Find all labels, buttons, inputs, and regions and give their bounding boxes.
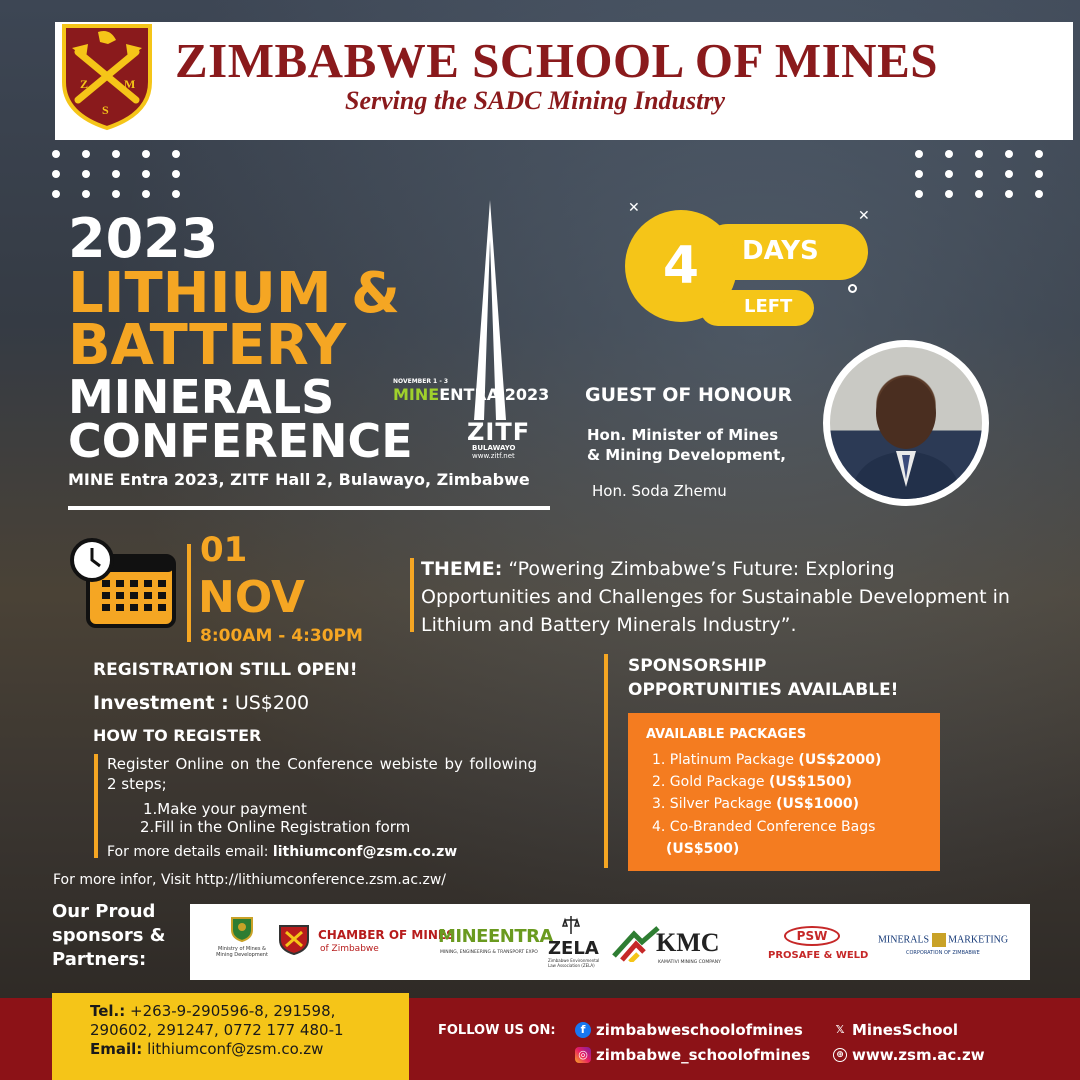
package-price: (US$1500) (768, 774, 852, 790)
facebook-handle: zimbabweschoolofmines (596, 1021, 803, 1039)
event-day: 01 (200, 530, 248, 570)
registration-divider (94, 754, 98, 858)
theme-label: THEME: (421, 558, 503, 580)
mmcz-logo (878, 933, 1008, 947)
guest-name: Hon. Soda Zhemu (592, 482, 727, 500)
sponsorship-title-line1: SPONSORSHIP (628, 656, 767, 676)
sparkle-icon: ✕ (858, 208, 870, 224)
contact-details (90, 1002, 400, 1059)
investment (93, 692, 309, 714)
globe-icon: ⊕ (833, 1048, 847, 1062)
registration-step1: 1.Make your payment (143, 800, 307, 818)
school-tagline: Serving the SADC Mining Industry (345, 86, 726, 115)
tel-label: Tel.: (90, 1002, 126, 1020)
facebook-link[interactable] (575, 1021, 803, 1039)
theme-text: “Powering Zimbabwe’s Future: Exploring Opportunities and Challenges for Sustainable Development in Lithium and Battery Minerals Industry”. (421, 558, 1010, 636)
kmc-logo: KMC (656, 928, 720, 957)
crest-letter-m: M (124, 77, 136, 91)
ministry-name: Ministry of Mines & Mining Development (216, 946, 268, 958)
guest-role-line1: Hon. Minister of Mines (587, 426, 779, 444)
kmc-chevron-icon (612, 926, 660, 962)
mine-entra-mine: MINE (393, 385, 440, 404)
decorative-dots-left (52, 150, 180, 198)
package-price: (US$2000) (798, 752, 882, 768)
mine-entra-dates: NOVEMBER 1 - 3 (393, 378, 449, 385)
scales-icon (562, 914, 580, 936)
tel-numbers: +263-9-290596-8, 291598, 290602, 291247, 0772 177 480-1 (90, 1002, 344, 1039)
sponsors-label (52, 900, 165, 972)
ministry-logo (212, 914, 272, 958)
website-url: www.zsm.ac.zw (852, 1046, 985, 1064)
instagram-link[interactable] (575, 1046, 810, 1064)
title-battery: BATTERY (68, 313, 347, 378)
kmc-sub: KAMATIVI MINING COMPANY (658, 960, 721, 965)
chamber-name: CHAMBER OF MINES (318, 928, 455, 942)
guest-role-line2: & Mining Development, (587, 446, 786, 464)
investment-label: Investment : (93, 692, 229, 714)
ring-icon (848, 284, 857, 293)
crest-letter-z: Z (80, 77, 89, 91)
chamber-crest-icon (274, 922, 314, 956)
zitf-logo-sub (472, 444, 516, 460)
sponsors-label-line2: sponsors & (52, 925, 166, 946)
coat-of-arms-icon (228, 914, 256, 942)
date-divider (187, 544, 191, 642)
zitf-site: www.zitf.net (472, 452, 515, 460)
chamber-logo (274, 922, 314, 960)
package-label: 3. Silver Package (652, 796, 772, 812)
sponsorship-title-line2: OPPORTUNITIES AVAILABLE! (628, 680, 899, 700)
package-item (652, 752, 881, 768)
sponsors-label-line3: Partners: (52, 949, 147, 970)
mmcz-emblem-icon (932, 933, 946, 947)
sparkle-icon: ✕ (628, 200, 640, 216)
package-price: (US$1000) (776, 796, 860, 812)
package-label: 1. Platinum Package (652, 752, 794, 768)
package-label: 2. Gold Package (652, 774, 765, 790)
venue-text: MINE Entra 2023, ZITF Hall 2, Bulawayo, Zimbabwe (68, 470, 530, 489)
mineentra-logo: MINEENTRA (438, 926, 553, 947)
details-label: For more details email: (107, 844, 269, 860)
registration-open: REGISTRATION STILL OPEN! (93, 660, 358, 680)
title-lithium: LITHIUM & (68, 261, 400, 326)
x-link[interactable] (833, 1021, 958, 1039)
crest-letter-s: S (102, 103, 109, 117)
more-info-link[interactable]: For more infor, Visit http://lithiumconference.zsm.ac.zw/ (53, 872, 447, 888)
event-time: 8:00AM - 4:30PM (200, 626, 363, 646)
calendar-clock-icon (70, 538, 180, 630)
mmcz-word1: MINERALS (878, 934, 930, 946)
website-link[interactable] (833, 1046, 985, 1064)
venue-divider (68, 506, 550, 510)
packages-heading: AVAILABLE PACKAGES (646, 727, 807, 742)
package-item (652, 796, 859, 812)
follow-us-label: FOLLOW US ON: (438, 1023, 556, 1038)
countdown-days: DAYS (742, 236, 819, 266)
footer-email[interactable]: lithiumconf@zsm.co.zw (147, 1040, 324, 1058)
instagram-icon: ◎ (575, 1047, 591, 1063)
package-item-price (666, 841, 739, 857)
facebook-icon: f (575, 1022, 591, 1038)
zela-logo: ZELA (548, 938, 599, 959)
guest-of-honour-title: GUEST OF HONOUR (585, 384, 793, 406)
school-name: ZIMBABWE SCHOOL OF MINES (175, 33, 939, 88)
portrait-icon (830, 347, 982, 499)
zitf-logo-text: ZITF (467, 418, 531, 446)
zitf-city: BULAWAYO (472, 444, 516, 452)
sponsorship-divider (604, 654, 608, 868)
title-conference: CONFERENCE (68, 414, 413, 468)
guest-photo (823, 340, 989, 506)
chamber-sub: of Zimbabwe (320, 944, 379, 954)
countdown-number: 4 (662, 236, 700, 296)
mine-entra-logo (393, 378, 549, 404)
package-label: 4. Co-Branded Conference Bags (652, 819, 876, 835)
psw-logo: PSW (784, 926, 840, 946)
x-handle: MinesSchool (852, 1021, 958, 1039)
event-month: NOV (198, 572, 306, 623)
package-price: (US$500) (666, 841, 740, 857)
email-label: Email: (90, 1040, 143, 1058)
mineentra-sub: MINING, ENGINEERING & TRANSPORT EXPO (440, 950, 538, 955)
psw-sub: PROSAFE & WELD (768, 950, 869, 961)
conference-year: 2023 (68, 207, 219, 270)
school-crest-icon (58, 22, 156, 132)
decorative-dots-right (915, 150, 1043, 198)
package-item (652, 774, 852, 790)
title-minerals: MINERALS (68, 370, 335, 424)
zela-sub: Zimbabwe Environmental Law Association (ZELA) (548, 958, 600, 968)
mmcz-word2: MARKETING (948, 934, 1009, 946)
details-email-link[interactable]: lithiumconf@zsm.co.zw (272, 844, 458, 860)
instagram-handle: zimbabwe_schoolofmines (596, 1046, 811, 1064)
how-to-register: HOW TO REGISTER (93, 726, 262, 745)
mmcz-sub: CORPORATION OF ZIMBABWE (906, 950, 980, 956)
package-item (652, 819, 875, 835)
registration-step2: 2.Fill in the Online Registration form (140, 818, 411, 836)
registration-instructions: Register Online on the Conference webiste by following 2 steps; (107, 755, 537, 793)
theme-block (421, 555, 1021, 639)
countdown-left: LEFT (744, 296, 793, 317)
investment-value: US$200 (234, 692, 310, 714)
x-icon: 𝕏 (835, 1023, 845, 1036)
theme-divider (410, 558, 414, 632)
sponsors-label-line1: Our Proud (52, 901, 156, 922)
mine-entra-year: ENTRA 2023 (439, 385, 550, 404)
details-email-line (107, 844, 457, 860)
